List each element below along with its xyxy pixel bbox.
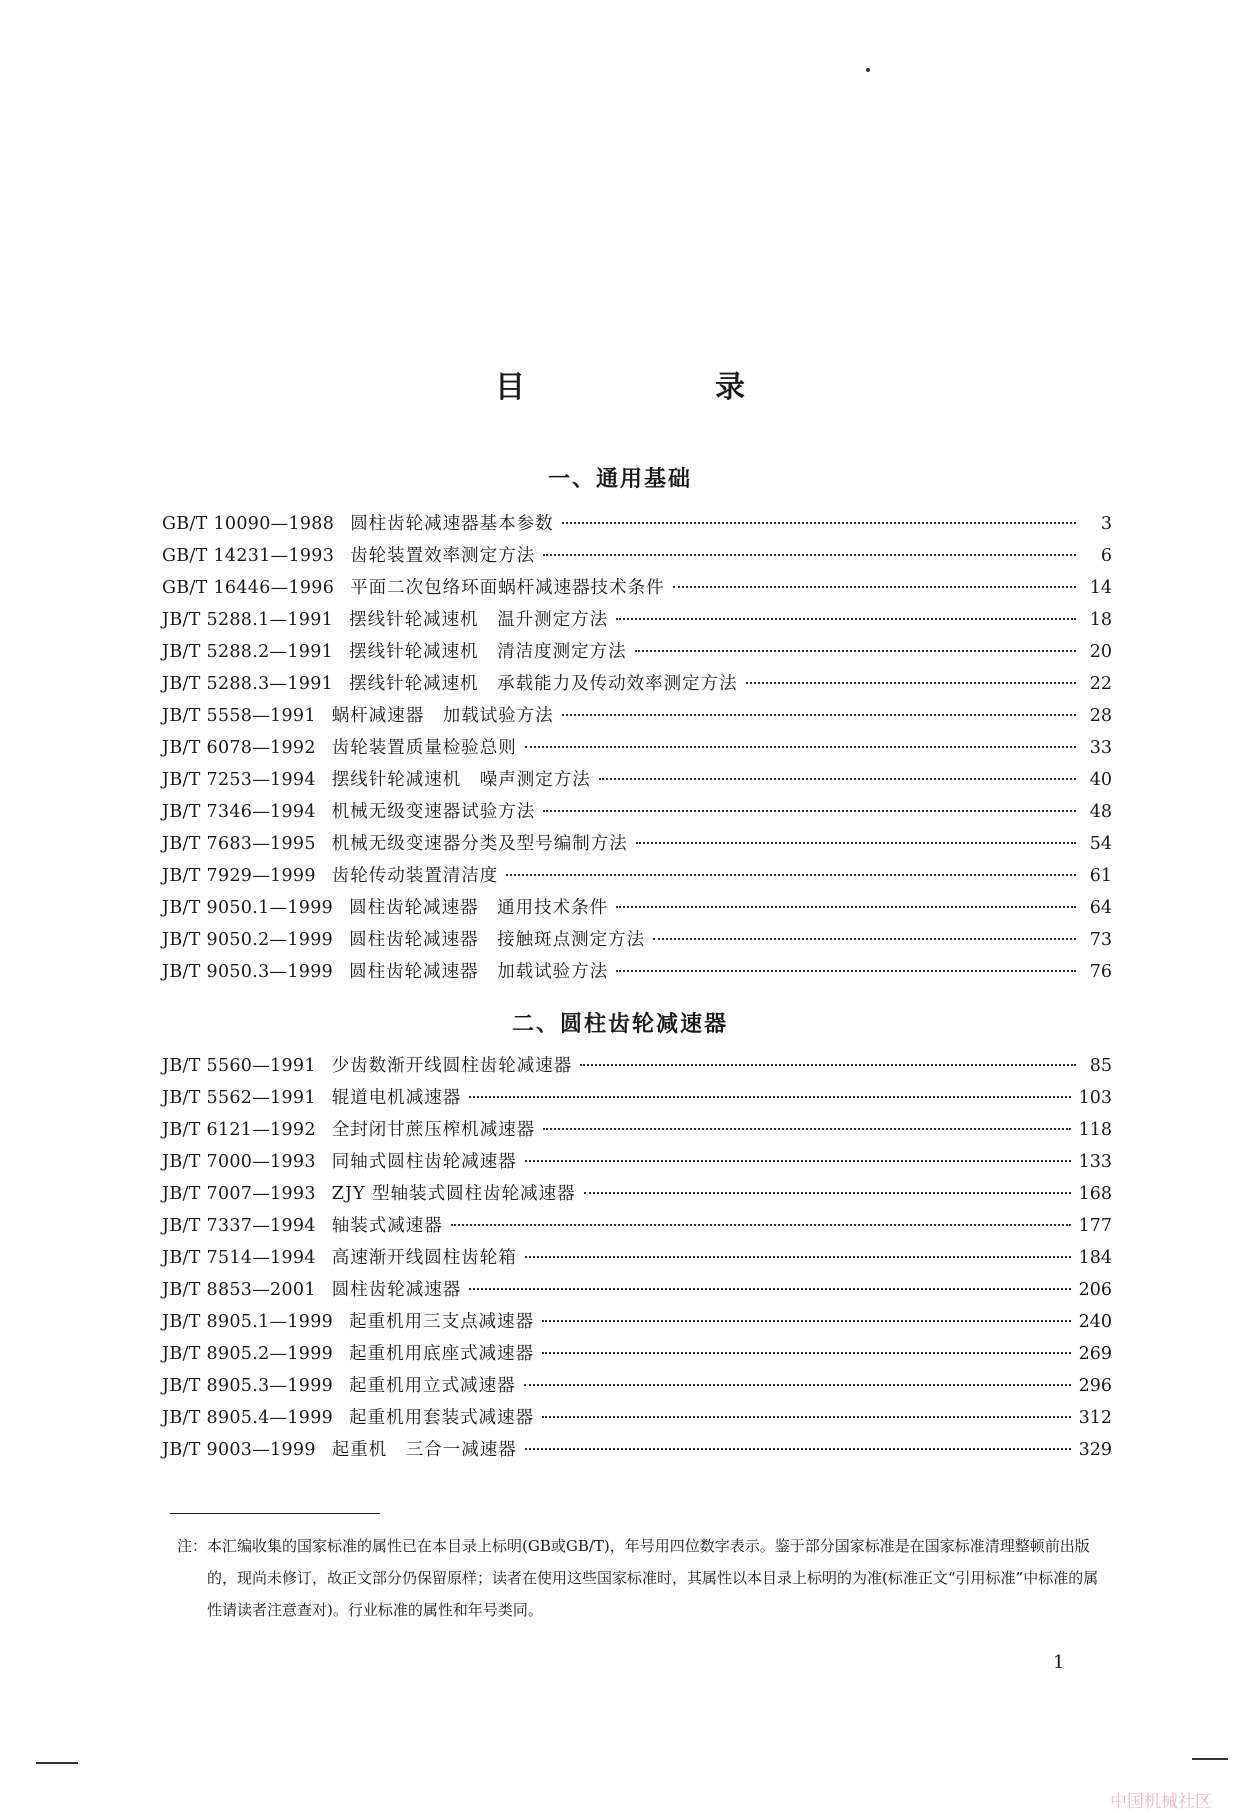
page-ref: 22 <box>1089 674 1112 694</box>
page-ref: 6 <box>1100 546 1112 566</box>
page-ref: 269 <box>1078 1344 1112 1364</box>
toc-section-cylindrical-gear <box>162 1052 1112 1468</box>
toc-entry[interactable] <box>162 574 1112 606</box>
page-ref: 18 <box>1089 610 1112 630</box>
page-ref: 76 <box>1089 962 1112 982</box>
toc-entry[interactable] <box>162 830 1112 862</box>
toc-entry[interactable] <box>162 1436 1112 1468</box>
standard-code: JB/T 7007—1993 <box>162 1184 316 1204</box>
toc-entry[interactable] <box>162 766 1112 798</box>
standard-title: 起重机 三合一减速器 <box>331 1440 517 1460</box>
standard-title: 辊道电机减速器 <box>331 1088 462 1108</box>
standard-title: 起重机用立式减速器 <box>349 1376 516 1396</box>
section-heading-cylindrical-gear: 二、圆柱齿轮减速器 <box>511 1012 728 1037</box>
page-ref: 48 <box>1089 802 1112 822</box>
page-ref: 103 <box>1078 1088 1112 1108</box>
dot-leader <box>635 650 1076 652</box>
toc-entry[interactable] <box>162 958 1112 990</box>
standard-title: 圆柱齿轮减速器 通用技术条件 <box>349 898 609 918</box>
standard-title: 起重机用三支点减速器 <box>349 1312 535 1332</box>
toc-section-general <box>162 510 1112 990</box>
standard-code: JB/T 9050.3—1999 <box>162 962 334 982</box>
standard-title: 起重机用套装式减速器 <box>349 1408 535 1428</box>
dot-leader <box>616 970 1076 972</box>
standard-code: JB/T 6078—1992 <box>162 738 316 758</box>
standard-code: JB/T 9050.2—1999 <box>162 930 334 950</box>
dot-leader <box>580 1064 1076 1066</box>
standard-title: 齿轮装置质量检验总则 <box>331 738 517 758</box>
toc-entry[interactable] <box>162 702 1112 734</box>
toc-entry[interactable] <box>162 894 1112 926</box>
page-ref: 3 <box>1100 514 1112 534</box>
standard-title: 齿轮传动装置清洁度 <box>331 866 499 886</box>
standard-title: 起重机用底座式减速器 <box>349 1344 535 1364</box>
standard-title: 高速渐开线圆柱齿轮箱 <box>331 1248 517 1268</box>
page-ref: 73 <box>1089 930 1112 950</box>
dot-leader <box>599 778 1076 780</box>
standard-title: 圆柱齿轮减速器 加载试验方法 <box>349 962 609 982</box>
page-ref: 64 <box>1089 898 1112 918</box>
standard-title: 摆线针轮减速机 温升测定方法 <box>349 610 609 630</box>
standard-code: GB/T 14231—1993 <box>162 546 335 566</box>
standard-title: 摆线针轮减速机 噪声测定方法 <box>331 770 591 790</box>
page-ref: 329 <box>1078 1440 1112 1460</box>
standard-code: JB/T 7929—1999 <box>162 866 316 886</box>
standard-title: 蜗杆减速器 加载试验方法 <box>331 706 554 726</box>
standard-code: JB/T 8905.2—1999 <box>162 1344 334 1364</box>
standard-title: 齿轮装置效率测定方法 <box>350 546 536 566</box>
dot-leader <box>469 1096 1070 1098</box>
scan-edge-mark <box>36 1762 78 1764</box>
standard-code: JB/T 8905.1—1999 <box>162 1312 334 1332</box>
page-ref: 184 <box>1078 1248 1112 1268</box>
toc-entry[interactable] <box>162 1276 1112 1308</box>
standard-code: JB/T 7000—1993 <box>162 1152 316 1172</box>
toc-entry[interactable] <box>162 1116 1112 1148</box>
dot-leader <box>636 842 1076 844</box>
page-ref: 85 <box>1089 1056 1112 1076</box>
standard-code: JB/T 6121—1992 <box>162 1120 316 1140</box>
footnote-rule <box>170 1513 380 1514</box>
toc-entry[interactable] <box>162 510 1112 542</box>
watermark: 中国机械社区 <box>1110 1792 1212 1812</box>
standard-code: JB/T 7337—1994 <box>162 1216 316 1236</box>
toc-entry[interactable] <box>162 1308 1112 1340</box>
dot-leader <box>506 874 1076 876</box>
page-ref: 33 <box>1089 738 1112 758</box>
dot-leader <box>525 746 1076 748</box>
standard-code: JB/T 8905.4—1999 <box>162 1408 334 1428</box>
dot-leader <box>673 586 1076 588</box>
page-ref: 133 <box>1078 1152 1112 1172</box>
page-ref: 20 <box>1089 642 1112 662</box>
standard-title: 圆柱齿轮减速器 接触斑点测定方法 <box>349 930 646 950</box>
page-ref: 14 <box>1089 578 1112 598</box>
page-ref: 312 <box>1078 1408 1112 1428</box>
standard-code: JB/T 7514—1994 <box>162 1248 316 1268</box>
footnote: 注：本汇编收集的国家标准的属性已在本目录上标明(GB或GB/T)，年号用四位数字表示。鉴于部分国家标准是在国家标准清理整顿前出版的，现尚未修订，故正文部分仍保留原样；读者在使用这些国家标准时，其属性以本目录上标明的为准(标准正文“引用标准”中标准的属性请读者注意查对)。行业标准的属性和年号类同。 <box>177 1537 1099 1619</box>
dot-leader <box>525 1160 1071 1162</box>
toc-entry[interactable] <box>162 926 1112 958</box>
page-ref: 118 <box>1078 1120 1112 1140</box>
page-title: 目 录 <box>495 370 825 405</box>
scan-dot <box>866 68 870 72</box>
page-ref: 28 <box>1089 706 1112 726</box>
dot-leader <box>616 618 1076 620</box>
dot-leader <box>543 554 1076 556</box>
page-ref: 40 <box>1089 770 1112 790</box>
standard-code: JB/T 8905.3—1999 <box>162 1376 334 1396</box>
page-ref: 296 <box>1078 1376 1112 1396</box>
toc-entry[interactable] <box>162 1244 1112 1276</box>
toc-entry[interactable] <box>162 542 1112 574</box>
toc-entry[interactable] <box>162 734 1112 766</box>
dot-leader <box>542 1320 1071 1322</box>
page-ref: 177 <box>1078 1216 1112 1236</box>
page-number: 1 <box>1053 1652 1065 1673</box>
section-heading-general: 一、通用基础 <box>547 467 692 492</box>
dot-leader <box>543 1128 1070 1130</box>
toc-entry[interactable] <box>162 1084 1112 1116</box>
toc-entry[interactable] <box>162 1180 1112 1212</box>
toc-entry[interactable] <box>162 638 1112 670</box>
standard-code: JB/T 8853—2001 <box>162 1280 316 1300</box>
toc-entry[interactable] <box>162 798 1112 830</box>
dot-leader <box>542 1416 1071 1418</box>
page-ref: 240 <box>1078 1312 1112 1332</box>
dot-leader <box>525 1448 1071 1450</box>
standard-code: JB/T 5558—1991 <box>162 706 316 726</box>
toc-entry[interactable] <box>162 1340 1112 1372</box>
toc-entry[interactable] <box>162 1372 1112 1404</box>
dot-leader <box>746 682 1076 684</box>
standard-title: 少齿数渐开线圆柱齿轮减速器 <box>331 1056 573 1076</box>
dot-leader <box>451 1224 1071 1226</box>
standard-code: JB/T 5562—1991 <box>162 1088 316 1108</box>
toc-entry[interactable] <box>162 1148 1112 1180</box>
standard-title: 全封闭甘蔗压榨机减速器 <box>331 1120 536 1140</box>
page-ref: 61 <box>1089 866 1112 886</box>
standard-title: 圆柱齿轮减速器 <box>331 1280 462 1300</box>
dot-leader <box>525 1256 1071 1258</box>
dot-leader <box>653 938 1076 940</box>
standard-code: JB/T 5288.2—1991 <box>162 642 334 662</box>
page-ref: 168 <box>1078 1184 1112 1204</box>
dot-leader <box>469 1288 1070 1290</box>
toc-entry[interactable] <box>162 1212 1112 1244</box>
standard-code: JB/T 5288.1—1991 <box>162 610 334 630</box>
standard-code: JB/T 5560—1991 <box>162 1056 316 1076</box>
standard-title: 机械无级变速器试验方法 <box>331 802 536 822</box>
toc-entry[interactable] <box>162 862 1112 894</box>
standard-title: 同轴式圆柱齿轮减速器 <box>331 1152 517 1172</box>
standard-code: JB/T 7253—1994 <box>162 770 316 790</box>
standard-title: 机械无级变速器分类及型号编制方法 <box>331 834 628 854</box>
dot-leader <box>543 810 1076 812</box>
standard-code: JB/T 7346—1994 <box>162 802 316 822</box>
standard-title: 摆线针轮减速机 承载能力及传动效率测定方法 <box>349 674 738 694</box>
toc-entry[interactable] <box>162 1404 1112 1436</box>
dot-leader <box>542 1352 1071 1354</box>
dot-leader <box>562 714 1076 716</box>
standard-title: 摆线针轮减速机 清洁度测定方法 <box>349 642 627 662</box>
standard-title: 平面二次包络环面蜗杆减速器技术条件 <box>350 578 665 598</box>
standard-code: GB/T 16446—1996 <box>162 578 335 598</box>
toc-entry[interactable] <box>162 1052 1112 1084</box>
page-ref: 54 <box>1089 834 1112 854</box>
dot-leader <box>524 1384 1071 1386</box>
dot-leader <box>562 522 1076 524</box>
standard-code: JB/T 9050.1—1999 <box>162 898 334 918</box>
standard-code: JB/T 9003—1999 <box>162 1440 316 1460</box>
toc-entry[interactable] <box>162 670 1112 702</box>
standard-title: ZJY 型轴装式圆柱齿轮减速器 <box>331 1184 576 1204</box>
dot-leader <box>616 906 1076 908</box>
page-ref: 206 <box>1078 1280 1112 1300</box>
dot-leader <box>584 1192 1071 1194</box>
standard-code: GB/T 10090—1988 <box>162 514 335 534</box>
standard-code: JB/T 5288.3—1991 <box>162 674 334 694</box>
standard-title: 轴装式减速器 <box>331 1216 443 1236</box>
standard-title: 圆柱齿轮减速器基本参数 <box>350 514 554 534</box>
standard-code: JB/T 7683—1995 <box>162 834 316 854</box>
scan-edge-mark <box>1192 1758 1228 1760</box>
toc-entry[interactable] <box>162 606 1112 638</box>
